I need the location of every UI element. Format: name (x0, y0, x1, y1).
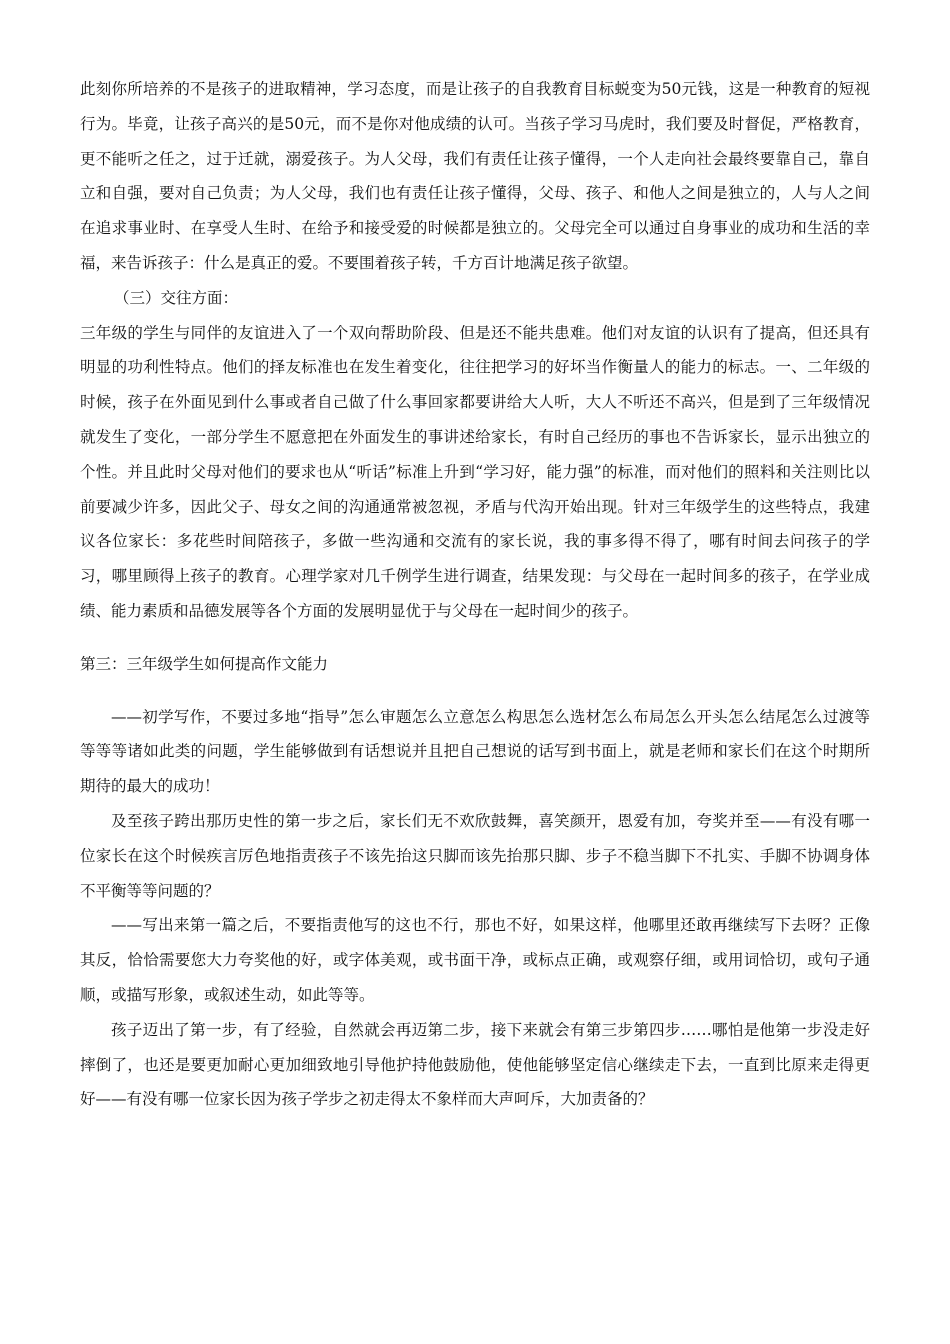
section-title: 第三：三年级学生如何提高作文能力 (80, 654, 329, 673)
paragraph-continued: 此刻你所培养的不是孩子的进取精神，学习态度，而是让孩子的自我教育目标蜕变为50元钱，这是一种教育的短视行为。毕竟，让孩子高兴的是50元，而不是你对他成绩的认可。当孩子学习马虎时，我们要及时督促，严格教育，更不能听之任之，过于迁就，溺爱孩子。为人父母，我们有责任让孩子懂得，一个人走向社会最终要靠自己，靠自立和自强，要对自己负责；为人父母，我们也有责任让孩子懂得，父母、孩子、和他人之间是独立的，人与人之间在追求事业时、在享受人生时、在给予和接受爱的时候都是独立的。父母完全可以通过自身事业的成功和生活的幸福，来告诉孩子：什么是真正的爱。不要围着孩子转，千方百计地满足孩子欲望。 (80, 80, 870, 272)
paragraph: ——写出来第一篇之后，不要指责他写的这也不行，那也不好，如果这样，他哪里还敢再继续写下去呀？正像其反，恰恰需要您大力夸奖他的好，或字体美观，或书面干净，或标点正确，或观察仔细，或用词恰切，或句子通顺，或描写形象，或叙述生动，如此等等。 (80, 916, 870, 1004)
document-body (80, 72, 870, 1117)
paragraph: 及至孩子跨出那历史性的第一步之后，家长们无不欢欣鼓舞，喜笑颜开，恩爱有加，夸奖并至——有没有哪一位家长在这个时候疾言厉色地指责孩子不该先抬这只脚而该先抬那只脚、步子不稳当脚下不扎实、手脚不协调身体不平衡等等问题的？ (80, 811, 870, 900)
subheading-social: （三）交往方面： (114, 288, 239, 307)
paragraph: ——初学写作，不要过多地“指导”怎么审题怎么立意怎么构思怎么选材怎么布局怎么开头怎么结尾怎么过渡等等等等诸如此类的问题，学生能够做到有话想说并且把自己想说的话写到书面上，就是老师和家长们在这个时期所期待的最大的成功！ (80, 707, 870, 796)
paragraph-social: 三年级的学生与同伴的友谊进入了一个双向帮助阶段、但是还不能共患难。他们对友谊的认识有了提高，但还具有明显的功利性特点。他们的择友标准也在发生着变化，往往把学习的好坏当作衡量人的能力的标志。一、二年级的时候，孩子在外面见到什么事或者自己做了什么事回家都要讲给大人听，大人不听还不高兴，但是到了三年级情况就发生了变化，一部分学生不愿意把在外面发生的事讲述给家长，有时自己经历的事也不告诉家长，显示出独立的个性。并且此时父母对他们的要求也从“听话”标准上升到“学习好，能力强”的标准，而对他们的照料和关注则比以前要减少许多，因此父子、母女之间的沟通通常被忽视，矛盾与代沟开始出现。针对三年级学生的这些特点，我建议各位家长：多花些时间陪孩子，多做一些沟通和交流有的家长说，我的事多得不得了，哪有时间去问孩子的学习，哪里顾得上孩子的教育。心理学家对几千例学生进行调查，结果发现：与父母在一起时间多的孩子，在学业成绩、能力素质和品德发展等各个方面的发展明显优于与父母在一起时间少的孩子。 (80, 323, 870, 620)
paragraph: 孩子迈出了第一步，有了经验，自然就会再迈第二步，接下来就会有第三步第四步……哪怕是他第一步没走好摔倒了，也还是要更加耐心更加细致地引导他护持他鼓励他，使他能够坚定信心继续走下去，一直到比原来走得更好——有没有哪一位家长因为孩子学步之初走得太不象样而大声呵斥，大加责备的？ (80, 1020, 870, 1109)
